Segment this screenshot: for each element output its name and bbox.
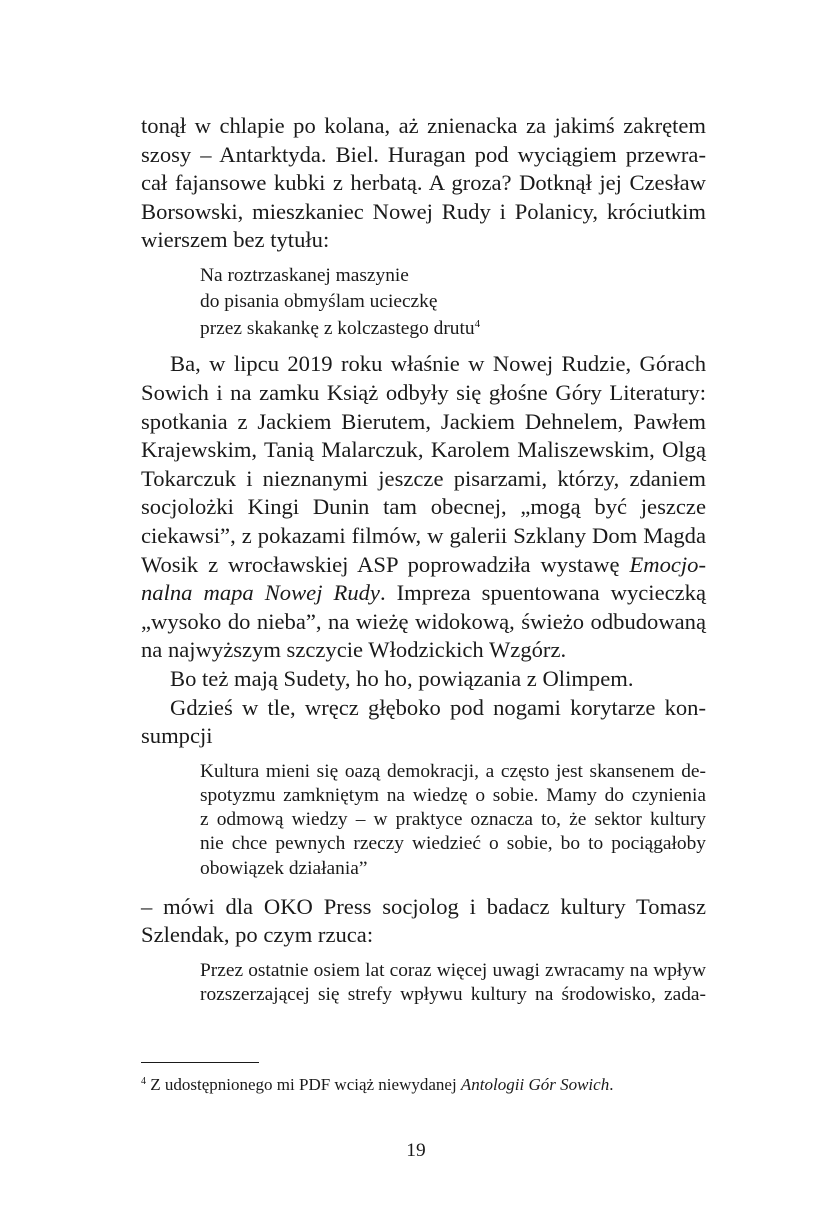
text-line: Krajewskim, Tanią Malarczuk, Karolem Maliszewskim, Olgą [141,437,706,463]
exhibition-title: Emocjo- [629,551,706,577]
text-line: Borsowski, mieszkaniec Nowej Rudy i Polanicy, króciutkim [141,198,706,224]
block-quote [200,760,706,881]
footnote-reference: 4 [474,317,481,330]
text-line: Tokarczuk i nieznanymi jeszcze pisarzami, którzy, zdaniem [141,465,706,491]
quote-line: z odmową wiedzy – w praktyce oznacza to, że sektor kultury [200,809,706,831]
quote-line: obowiązek działania” [200,857,368,879]
text-line: tonął w chlapie po kolana, aż znienacka za jakimś zakrętem [141,113,706,138]
footnote-text: Z udostępnionego mi PDF wciąż niewydanej [146,1075,461,1094]
paragraph: Bo też mają Sudety, ho ho, powiązania z Olimpem. [170,666,634,691]
paragraph [141,694,706,751]
text-line: Gdzieś w tle, wręcz głęboko pod nogami korytarze kon- [170,694,706,720]
text-line [141,551,706,580]
text-line: Ba, w lipcu 2019 roku właśnie w Nowej Rudzie, Górach [170,351,706,377]
text-line: „wysoko do nieba”, na wieżę widokową, świeżo odbudowaną [141,608,706,634]
exhibition-title: nalna mapa Nowej Rudy [141,580,380,606]
footnote-number: 4 [141,1076,146,1087]
text-line: spotkania z Jackiem Bierutem, Jackiem Dehnelem, Pawłem [141,408,706,434]
page-number: 19 [406,1140,426,1161]
quote-line: rozszerzającej się strefy wpływu kultury na środowisko, zada- [200,984,706,1006]
poem-quote [200,263,706,343]
paragraph [141,350,706,665]
text-line: szosy – Antarktyda. Biel. Huragan pod wyciągiem przewra- [141,141,706,167]
block-quote [200,959,706,1007]
text-line: Szlendak, po czym rzuca: [141,922,374,948]
main-text [141,112,706,1007]
quote-line: Przez ostatnie osiem lat coraz więcej uwagi zwracamy na wpływ [200,959,706,981]
text-line: sumpcji [141,723,213,749]
text-line: cał fajansowe kubki z herbatą. A groza? Dotknął jej Czesław [141,170,706,196]
footnote [141,1074,706,1096]
poem-line: do pisania obmyślam ucieczkę [200,291,438,313]
quote-line: spotyzmu zamkniętym na wiedzę o sobie. Mamy do czynienia [200,784,706,806]
text-line: socjolożki Kingi Dunin tam obecnej, „mogą być jeszcze [141,494,706,520]
quote-line: Kultura mieni się oazą demokracji, a często jest skansenem de- [200,760,706,782]
text-segment: Wosik z wrocławskiej ASP poprowadziła wystawę [141,551,630,577]
paragraph [141,112,706,255]
footnote-end: . [609,1075,614,1094]
footnote-separator [141,1062,259,1063]
quote-line: nie chce pewnych rzeczy wiedzieć o sobie, bo to pociągałoby [200,833,706,855]
text-line: Sowich i na zamku Książ odbyły się głośne Góry Literatury: [141,380,706,406]
text-line: na najwyższym szczycie Włodzickich Wzgórz. [141,637,567,663]
poem-line-text: przez skakankę z kolczastego drutu [200,317,475,339]
poem-line: Na roztrzaskanej maszynie [200,264,409,286]
text-line: ciekawsi”, z pokazami filmów, w galerii Szklany Dom Magda [141,523,706,549]
paragraph [141,893,706,950]
text-line [141,579,706,608]
text-line: – mówi dla OKO Press socjolog i badacz kultury Tomasz [141,893,706,919]
text-line: wierszem bez tytułu: [141,227,330,253]
footnote-book-title: Antologii Gór Sowich [460,1075,610,1094]
text-segment: . Impreza spuentowana wycieczką [379,580,706,606]
poem-line [200,316,706,343]
